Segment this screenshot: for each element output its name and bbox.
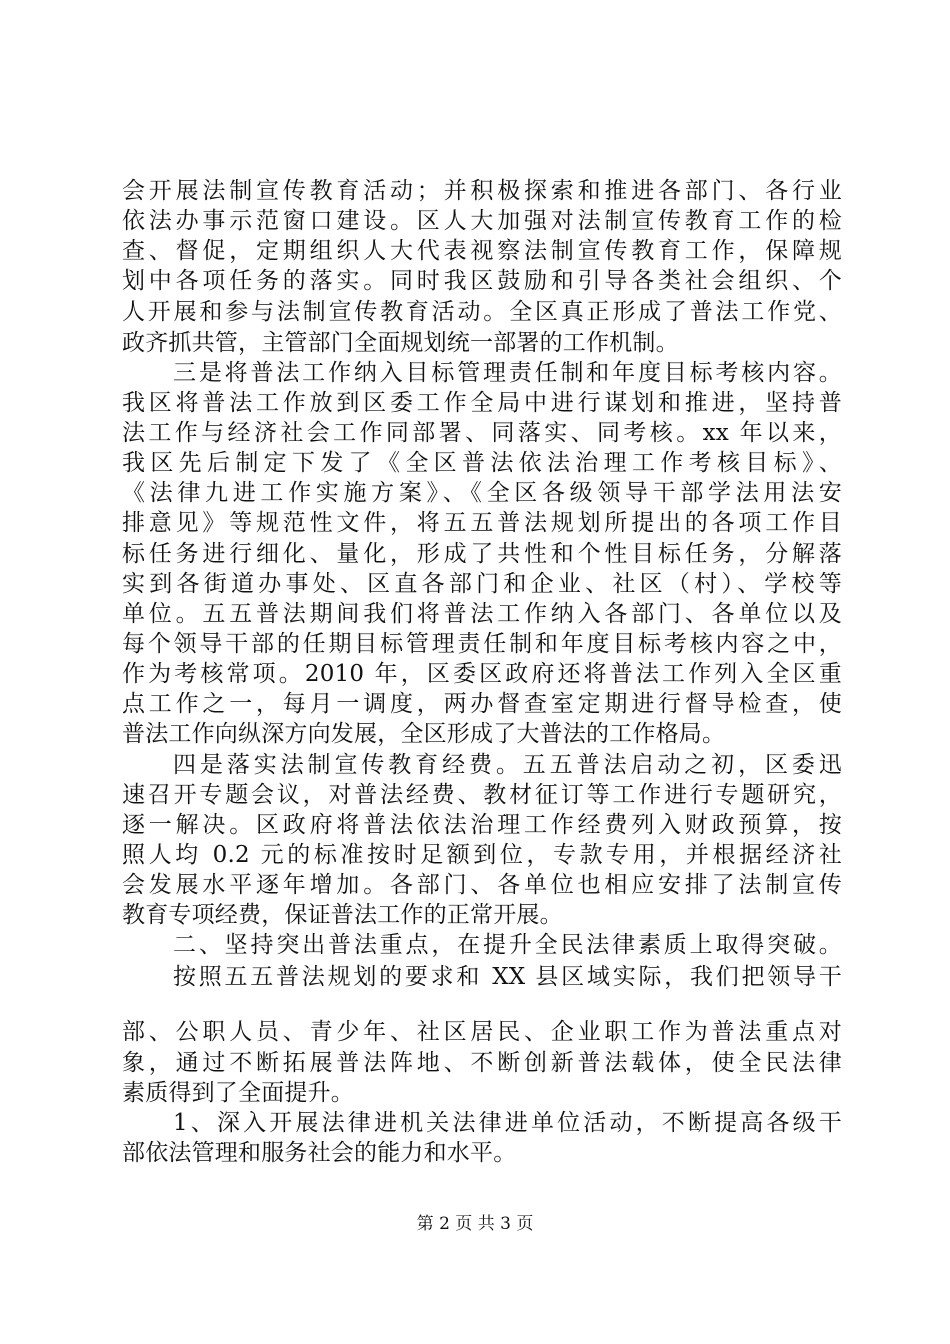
text-line: 政齐抓共管，主管部门全面规划统一部署的工作机制。 [122, 330, 679, 356]
text-line: 法工作与经济社会工作同部署、同落实、同考核。xx 年以来， [122, 420, 842, 446]
text-line: 作为考核常项。2010 年，区委区政府还将普法工作列入全区重 [122, 661, 842, 687]
paragraph-start-line: 按照五五普法规划的要求和 XX 县区域实际，我们把领导干 [173, 964, 842, 990]
text-line: 部依法管理和服务社会的能力和水平。 [122, 1140, 517, 1166]
text-line: 划中各项任务的落实。同时我区鼓励和引导各类社会组织、个 [122, 268, 842, 294]
text-line: 依法办事示范窗口建设。区人大加强对法制宣传教育工作的检 [122, 208, 842, 234]
text-line: 象，通过不断拓展普法阵地、不断创新普法载体，使全民法律 [122, 1050, 842, 1076]
paragraph-start-line: 四是落实法制宣传教育经费。五五普法启动之初，区委迅 [173, 752, 842, 778]
paragraph-start-line: 三是将普法工作纳入目标管理责任制和年度目标考核内容。 [173, 360, 842, 386]
text-line: 查、督促，定期组织人大代表视察法制宣传教育工作，保障规 [122, 238, 842, 264]
text-line: 速召开专题会议，对普法经费、教材征订等工作进行专题研究， [122, 782, 842, 808]
text-line: 每个领导干部的任期目标管理责任制和年度目标考核内容之中， [122, 631, 842, 657]
text-line: 逐一解决。区政府将普法依法治理工作经费列入财政预算，按 [122, 812, 842, 838]
paragraph-start-line: 1、深入开展法律进机关法律进单位活动，不断提高各级干 [173, 1110, 842, 1136]
text-line: 照人均 0.2 元的标准按时足额到位，专款专用，并根据经济社 [122, 842, 842, 868]
text-line: 部、公职人员、青少年、社区居民、企业职工作为普法重点对 [122, 1019, 842, 1045]
text-line: 标任务进行细化、量化，形成了共性和个性目标任务，分解落 [122, 541, 842, 567]
text-line: 《法律九进工作实施方案》、《全区各级领导干部学法用法安 [122, 480, 842, 506]
text-line: 我区先后制定下发了《全区普法依法治理工作考核目标》、 [122, 450, 842, 476]
text-line: 排意见》等规范性文件，将五五普法规划所提出的各项工作目 [122, 510, 842, 536]
text-line: 素质得到了全面提升。 [122, 1080, 354, 1106]
text-line: 教育专项经费，保证普法工作的正常开展。 [122, 902, 563, 928]
text-line: 单位。五五普法期间我们将普法工作纳入各部门、各单位以及 [122, 601, 842, 627]
section-heading: 二、坚持突出普法重点，在提升全民法律素质上取得突破。 [173, 932, 842, 958]
page-footer: 第 2 页 共 3 页 [416, 1214, 534, 1234]
text-line: 普法工作向纵深方向发展，全区形成了大普法的工作格局。 [122, 721, 726, 747]
text-line: 人开展和参与法制宣传教育活动。全区真正形成了普法工作党、 [122, 299, 842, 325]
text-line: 我区将普法工作放到区委工作全局中进行谋划和推进，坚持普 [122, 390, 842, 416]
text-line: 实到各街道办事处、区直各部门和企业、社区（村）、学校等 [122, 571, 842, 597]
text-line: 会发展水平逐年增加。各部门、各单位也相应安排了法制宣传 [122, 872, 842, 898]
text-line: 会开展法制宣传教育活动；并积极探索和推进各部门、各行业 [122, 178, 842, 204]
text-line: 点工作之一，每月一调度，两办督查室定期进行督导检查，使 [122, 691, 842, 717]
